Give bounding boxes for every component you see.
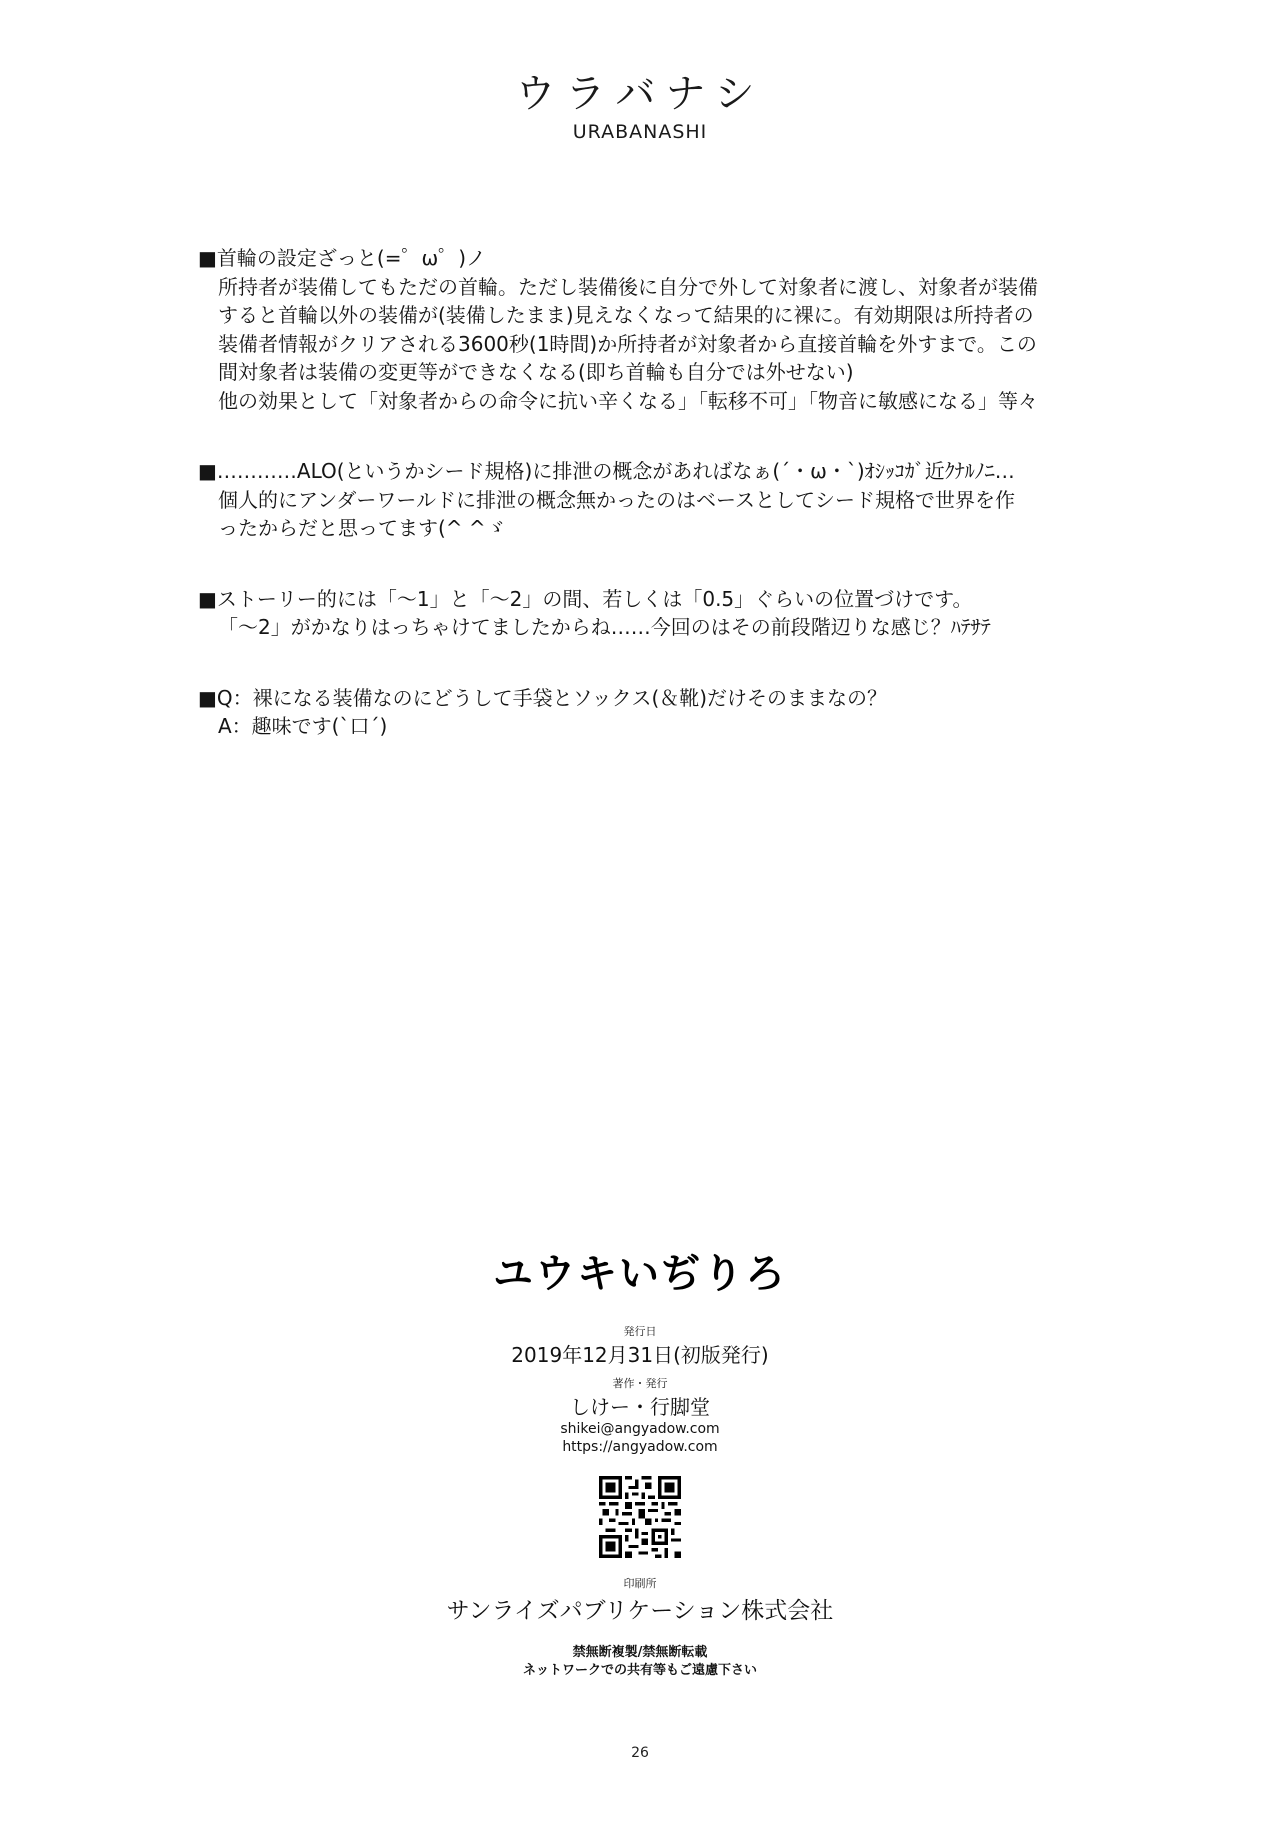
afterword-notes (198, 244, 1058, 783)
note-line: ったからだと思ってます(^ ^ゞ (218, 516, 506, 540)
pub-date-label: 発行日 (623, 1325, 657, 1338)
qr-code-icon (599, 1476, 681, 1558)
author-url: https://angyadow.com (562, 1439, 718, 1455)
note-alo (198, 457, 1058, 543)
note-line: 装備者情報がクリアされる3600秒(1時間)か所持者が対象者から直接首輪を外すまで。この (218, 331, 1037, 356)
note-line: ■首輪の設定ざっと(=゜ω゜)ノ (198, 246, 487, 270)
note-qa (198, 684, 1058, 741)
note-line: 所持者が装備してもただの首輪。ただし装備後に自分で外して対象者に渡し、対象者が装備 (218, 274, 1038, 299)
colophon (0, 1250, 1280, 1680)
printer-name: サンライズパブリケーション株式会社 (446, 1598, 834, 1624)
sharing-notice: ネットワークでの共有等もご遠慮下さい (522, 1663, 757, 1678)
note-story (198, 585, 1058, 642)
note-line: 「～2」がかなりはっちゃけてましたからね……今回のはその前段階辺りな感じ？ﾊﾃｻﾃ (218, 615, 991, 639)
note-line: 他の効果として「対象者からの命令に抗い辛くなる」「転移不可」「物音に敏感になる」等々 (218, 388, 1038, 413)
note-line: 間対象者は装備の変更等ができなくなる(即ち首輪も自分では外せない) (218, 360, 854, 384)
page-number: 26 (631, 1745, 649, 1761)
note-collar-settings (198, 244, 1058, 415)
author-email: shikei@angyadow.com (560, 1421, 720, 1437)
page-header (0, 70, 1280, 144)
pub-date: 2019年12月31日(初版発行) (511, 1343, 769, 1367)
circle-name: ユウキいぢりろ (493, 1251, 787, 1297)
header-title-en: URABANASHI (572, 121, 708, 143)
printer-label: 印刷所 (623, 1577, 657, 1590)
note-line: すると首輪以外の装備が(装備したまま)見えなくなって結果的に裸に。有効期限は所持者の (218, 303, 1034, 327)
note-line: A：趣味です(`口´) (218, 714, 388, 738)
note-line: ■Q：裸になる装備なのにどうして手袋とソックス(＆靴)だけそのままなの？ (198, 685, 888, 710)
author: しけー・行脚堂 (570, 1395, 710, 1419)
header-title-jp: ウラバナシ (515, 71, 765, 117)
note-line: ■…………ALO(というかシード規格)に排泄の概念があればなぁ(´・ω・`)ｵｼｯｺｶﾞ近ｸﾅﾙﾉﾆ… (198, 459, 1015, 483)
note-line: 個人的にアンダーワールドに排泄の概念無かったのはベースとしてシード規格で世界を作 (218, 487, 1015, 512)
copyright-notice: 禁無断複製/禁無断転載 (572, 1645, 708, 1660)
note-line: ■ストーリー的には「～1」と「～2」の間、若しくは「0.5」ぐらいの位置づけです。 (198, 586, 973, 611)
author-label: 著作・発行 (612, 1377, 668, 1390)
